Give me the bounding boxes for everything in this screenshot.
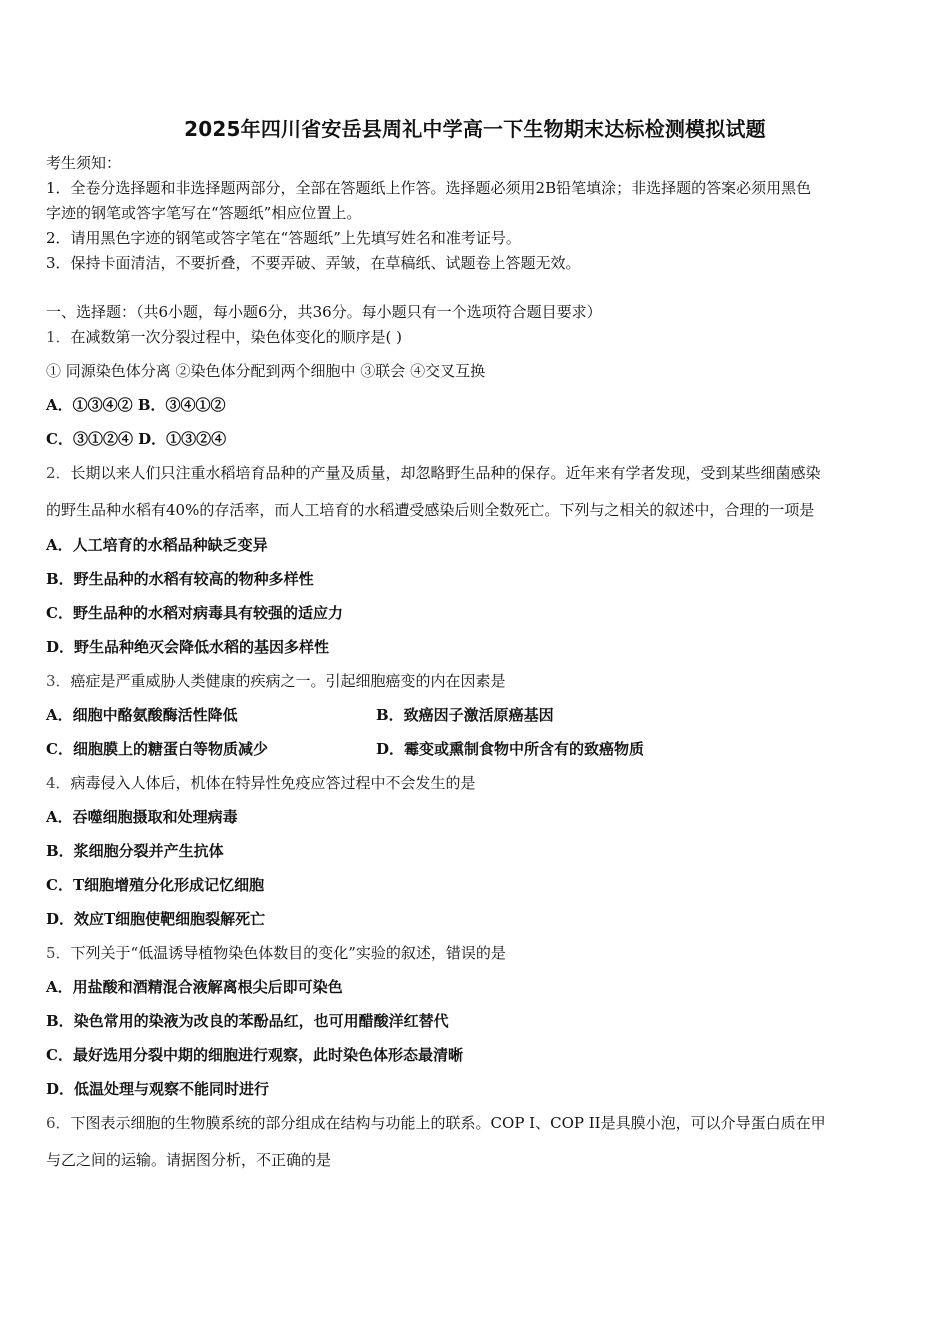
question-1: [46, 327, 402, 347]
notice-heading: 考生须知：: [46, 154, 122, 172]
question-number: 1．: [46, 328, 71, 346]
q2-option-b: B．野生品种的水稻有较高的物种多样性: [46, 570, 314, 588]
question-stem: 癌症是严重威胁人类健康的疾病之一。引起细胞癌变的内在因素是: [70, 672, 506, 690]
question-5: [46, 943, 506, 963]
question-stem: 长期以来人们只注重水稻培育品种的产量及质量，却忽略野生品种的保存。近年来有学者发现，受到某些细菌感染: [70, 464, 821, 482]
q3-option-a: A．细胞中酪氨酸酶活性降低: [46, 706, 238, 724]
question-number: 5．: [46, 944, 71, 962]
question-stem: 下图表示细胞的生物膜系统的部分组成在结构与功能上的联系。COP I、COP II是具膜小泡，可以介导蛋白质在甲: [70, 1114, 826, 1132]
q5-option-b: B．染色常用的染液为改良的苯酚品红，也可用醋酸洋红替代: [46, 1012, 449, 1030]
question-3: [46, 671, 506, 691]
q5-option-c: C．最好选用分裂中期的细胞进行观察，此时染色体形态最清晰: [46, 1046, 463, 1064]
notice-item-1: 1．全卷分选择题和非选择题两部分，全部在答题纸上作答。选择题必须用2B铅笔填涂；非选择题的答案必须用黑色: [46, 179, 812, 197]
q2-option-d: D．野生品种绝灭会降低水稻的基因多样性: [46, 638, 330, 656]
q5-option-d: D．低温处理与观察不能同时进行: [46, 1080, 270, 1098]
question-6-cont: 与乙之间的运输。请据图分析，不正确的是: [46, 1151, 332, 1169]
page-title: 2025年四川省安岳县周礼中学高一下生物期末达标检测模拟试题: [184, 117, 766, 141]
notice-item-1-cont: 字迹的钢笔或答字笔写在“答题纸”相应位置上。: [46, 204, 362, 222]
section-heading: 一、选择题：（共6小题，每小题6分，共36分。每小题只有一个选项符合题目要求）: [46, 303, 602, 321]
question-number: 2．: [46, 464, 71, 482]
q2-option-c: C．野生品种的水稻对病毒具有较强的适应力: [46, 604, 343, 622]
question-number: 3．: [46, 672, 71, 690]
question-2-cont: 的野生品种水稻有40%的存活率，而人工培育的水稻遭受感染后则全数死亡。下列与之相关的叙述中，合理的一项是: [46, 501, 815, 519]
question-stem: 在减数第一次分裂过程中，染色体变化的顺序是( ): [70, 328, 403, 346]
q2-option-a: A．人工培育的水稻品种缺乏变异: [46, 536, 268, 554]
question-number: 6．: [46, 1114, 71, 1132]
q3-option-c: C．细胞膜上的糖蛋白等物质减少: [46, 740, 268, 758]
q4-option-a: A．吞噬细胞摄取和处理病毒: [46, 808, 238, 826]
q1-options-row-2: C．③①②④ D．①③②④: [46, 430, 227, 448]
question-number: 4．: [46, 774, 71, 792]
q5-option-a: A．用盐酸和酒精混合液解离根尖后即可染色: [46, 978, 343, 996]
question-4: [46, 773, 476, 793]
notice-item-3: 3．保持卡面清洁，不要折叠，不要弄破、弄皱，在草稿纸、试题卷上答题无效。: [46, 254, 581, 272]
question-stem: 下列关于“低温诱导植物染色体数目的变化”实验的叙述，错误的是: [70, 944, 506, 962]
question-stem: 病毒侵入人体后，机体在特异性免疫应答过程中不会发生的是: [70, 774, 476, 792]
q3-option-b: B．致癌因子激活原癌基因: [376, 706, 554, 724]
notice-item-2: 2．请用黑色字迹的钢笔或答字笔在“答题纸”上先填写姓名和准考证号。: [46, 229, 521, 247]
q1-items: ① 同源染色体分离 ②染色体分配到两个细胞中 ③联会 ④交叉互换: [46, 362, 486, 380]
q4-option-b: B．浆细胞分裂并产生抗体: [46, 842, 224, 860]
q4-option-d: D．效应T细胞使靶细胞裂解死亡: [46, 910, 266, 928]
q3-option-d: D．霉变或熏制食物中所含有的致癌物质: [376, 740, 645, 758]
q4-option-c: C．T细胞增殖分化形成记忆细胞: [46, 876, 265, 894]
q1-options-row-1: A．①③④② B．③④①②: [46, 396, 226, 414]
question-6: [46, 1113, 826, 1133]
question-2: [46, 463, 821, 483]
